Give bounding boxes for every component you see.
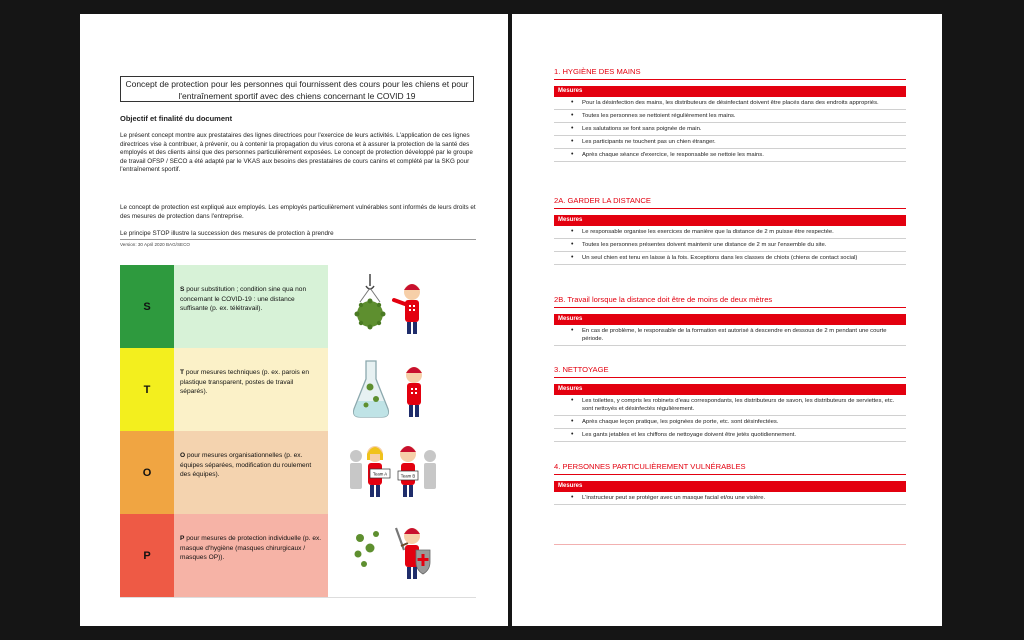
bullet-icon: • bbox=[571, 241, 574, 248]
stop-description bbox=[174, 348, 328, 431]
measure-item bbox=[554, 429, 906, 442]
stop-description bbox=[174, 265, 328, 348]
stop-desc-text: pour mesures organisationnelles (p. ex. équipes séparées, modification du roulement des équipes). bbox=[180, 452, 312, 478]
version-note: Version: 30 April 2020 BAG/SECO bbox=[120, 242, 190, 247]
section-underline bbox=[554, 377, 906, 378]
divider bbox=[120, 239, 476, 240]
stop-table bbox=[120, 265, 328, 597]
section-title: 1. HYGIÈNE DES MAINS bbox=[554, 67, 641, 76]
stop-desc-lead: O bbox=[180, 452, 186, 459]
bullet-icon: • bbox=[571, 431, 574, 438]
stop-letter: P bbox=[120, 514, 174, 597]
document-page-right bbox=[512, 14, 942, 626]
section-cleaning bbox=[554, 365, 906, 442]
divider bbox=[554, 544, 906, 545]
stop-letter: S bbox=[120, 265, 174, 348]
substitution-illustration bbox=[348, 272, 438, 342]
team-b-label: Team B bbox=[400, 473, 416, 479]
measures-header: Mesures bbox=[554, 314, 906, 325]
section-heading: Objectif et finalité du document bbox=[120, 114, 233, 123]
measures-header: Mesures bbox=[554, 384, 906, 395]
stop-desc-lead: T bbox=[180, 369, 185, 376]
section-title: 2A. GARDER LA DISTANCE bbox=[554, 196, 651, 205]
section-vulnerable-persons bbox=[554, 462, 906, 505]
personal-protection-illustration bbox=[348, 518, 438, 588]
stop-intro: Le principe STOP illustre la succession des mesures de protection à prendre bbox=[120, 230, 334, 237]
section-hand-hygiene bbox=[554, 67, 906, 162]
bullet-icon: • bbox=[571, 138, 574, 145]
document-title: Concept de protection pour les personnes qui fournissent des cours pour les chiens et pour l'entraînement sportif avec des chiens concernant le COVID 19 bbox=[120, 76, 474, 102]
section-keep-distance bbox=[554, 196, 906, 265]
section-title: 4. PERSONNES PARTICULIÈREMENT VULNÉRABLES bbox=[554, 462, 746, 471]
divider bbox=[120, 597, 476, 598]
bullet-icon: • bbox=[571, 254, 574, 261]
measure-text: En cas de problème, le responsable de la formation est autorisé à descendre en dessous de 2 m pendant une courte période. bbox=[582, 328, 887, 342]
measure-text: Le responsable organise les exercices de manière que la distance de 2 m puisse être respectée. bbox=[582, 229, 834, 235]
measure-item bbox=[554, 123, 906, 136]
document-page-left bbox=[80, 14, 508, 626]
measure-text: Les participants ne touchent pas un chien étranger. bbox=[582, 139, 716, 145]
measure-item bbox=[554, 110, 906, 123]
measure-text: L'instructeur peut se protéger avec un masque facial et/ou une visière. bbox=[582, 495, 766, 501]
bullet-icon: • bbox=[571, 228, 574, 235]
measure-text: Toutes les personnes présentes doivent maintenir une distance de 2 m sur l'ensemble du site. bbox=[582, 242, 827, 248]
measure-text: Un seul chien est tenu en laisse à la fois. Exceptions dans les classes de chiots (chiens de contact social) bbox=[582, 255, 858, 261]
measures-header: Mesures bbox=[554, 215, 906, 226]
measure-item bbox=[554, 492, 906, 505]
measures-header: Mesures bbox=[554, 481, 906, 492]
stop-row-o bbox=[120, 431, 328, 514]
stop-description bbox=[174, 431, 328, 514]
stop-row-t bbox=[120, 348, 328, 431]
intro-paragraph: Le présent concept montre aux prestataires des lignes directrices pour l'exercice de leurs activités. L'application de ces lignes directrices vise à contribuer, à prévenir, ou à contenir la propagation du virus corona et à assurer la protection de la santé des employés et des clients ainsi que des personnes particulièrement exposées. Le concept de protection développé par le groupe de travail OFSP / SECO a été adapté par le VKAS aux besoins des prestataires de cours canins et complété par la SKG pour l'entraînement sportif. bbox=[120, 132, 473, 174]
section-title: 2B. Travail lorsque la distance doit être de moins de deux mètres bbox=[554, 295, 773, 304]
measure-text: Toutes les personnes se nettoient régulièrement les mains. bbox=[582, 113, 736, 119]
section-underline bbox=[554, 474, 906, 475]
measure-item bbox=[554, 395, 906, 416]
measure-item bbox=[554, 149, 906, 162]
bullet-icon: • bbox=[571, 327, 574, 334]
bullet-icon: • bbox=[571, 151, 574, 158]
second-paragraph: Le concept de protection est expliqué aux employés. Les employés particulièrement vulnérables sont informés de leurs droits et des mesures de protection dans l'entreprise. bbox=[120, 204, 476, 220]
stop-letter: O bbox=[120, 431, 174, 514]
bullet-icon: • bbox=[571, 494, 574, 501]
section-underline bbox=[554, 79, 906, 80]
bullet-icon: • bbox=[571, 99, 574, 106]
section-title: 3. NETTOYAGE bbox=[554, 365, 609, 374]
section-underline bbox=[554, 307, 906, 308]
organisational-measures-illustration bbox=[348, 436, 438, 506]
stop-desc-lead: S bbox=[180, 286, 185, 293]
stop-desc-text: pour substitution ; condition sine qua non concernant le COVID-19 : une distance suffisante (p. ex. télétravail). bbox=[180, 286, 307, 312]
stop-desc-lead: P bbox=[180, 535, 185, 542]
stop-description bbox=[174, 514, 328, 597]
measure-item bbox=[554, 252, 906, 265]
bullet-icon: • bbox=[571, 418, 574, 425]
stop-row-p bbox=[120, 514, 328, 597]
measure-item bbox=[554, 239, 906, 252]
measures-header: Mesures bbox=[554, 86, 906, 97]
team-a-label: Team A bbox=[372, 471, 388, 477]
section-close-distance-work bbox=[554, 295, 906, 346]
stop-desc-text: pour mesures de protection individuelle (p. ex. masque d'hygiène (masques chirurgicaux / masques OP)). bbox=[180, 535, 322, 561]
section-underline bbox=[554, 208, 906, 209]
stop-row-s bbox=[120, 265, 328, 348]
measure-item bbox=[554, 97, 906, 110]
stop-letter: T bbox=[120, 348, 174, 431]
measure-text: Les salutations se font sans poignée de main. bbox=[582, 126, 702, 132]
technical-measures-illustration bbox=[348, 355, 438, 425]
bullet-icon: • bbox=[571, 112, 574, 119]
measure-text: Après chaque séance d'exercice, le responsable se nettoie les mains. bbox=[582, 152, 764, 158]
bullet-icon: • bbox=[571, 397, 574, 404]
measure-text: Après chaque leçon pratique, les poignées de porte, etc. sont désinfectées. bbox=[582, 419, 779, 425]
measure-text: Les toilettes, y compris les robinets d'eau correspondants, les distributeurs de savon, les distributeurs de serviettes, etc. sont nettoyés et désinfectés régulièrement. bbox=[582, 398, 895, 412]
measure-text: Les gants jetables et les chiffons de nettoyage doivent être jetés quotidiennement. bbox=[582, 432, 797, 438]
measure-item bbox=[554, 416, 906, 429]
measure-item bbox=[554, 226, 906, 239]
measure-text: Pour la désinfection des mains, les distributeurs de désinfectant doivent être placés dans des endroits appropriés. bbox=[582, 100, 879, 106]
stop-desc-text: pour mesures techniques (p. ex. parois en plastique transparent, postes de travail séparés). bbox=[180, 369, 310, 395]
measure-item bbox=[554, 325, 906, 346]
measure-item bbox=[554, 136, 906, 149]
bullet-icon: • bbox=[571, 125, 574, 132]
